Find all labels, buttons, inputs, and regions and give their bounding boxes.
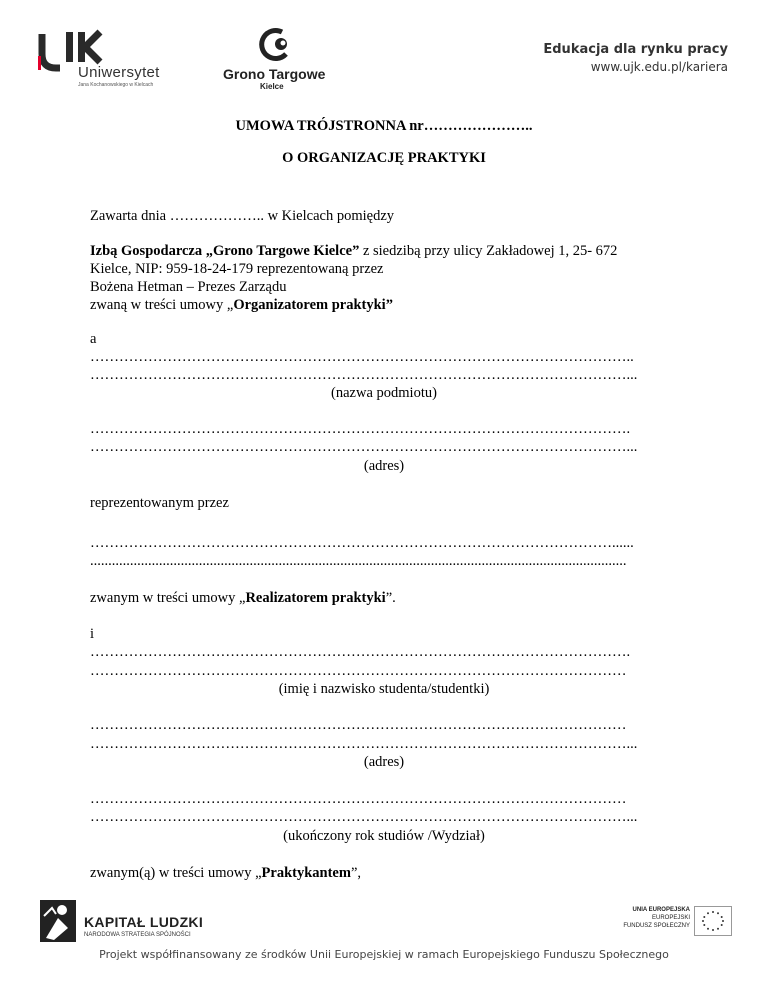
eu-flag-icon [694, 906, 732, 936]
kapital-ludzki-logo-icon [38, 898, 78, 944]
program-title: Edukacja dla rynku pracy [543, 42, 728, 57]
fill-line-entity-2: …………………………………………………………………………………………………... [90, 367, 638, 383]
fill-line-student-address-2: …………………………………………………………………………………………………... [90, 736, 638, 752]
fill-line-representative-1: ………………………………………………………………………………………………...... [90, 535, 634, 551]
kapital-ludzki-subtitle: NARODOWA STRATEGIA SPÓJNOŚCI [84, 932, 191, 938]
fill-line-student-address-1: ………………………………………………………………………………………………… [90, 717, 627, 733]
fill-line-year-2: …………………………………………………………………………………………………... [90, 809, 638, 825]
fill-line-student-2: ………………………………………………………………………………………………… [90, 663, 627, 679]
fill-line-address-2: …………………………………………………………………………………………………... [90, 439, 638, 455]
document-subtitle: O ORGANIZACJĘ PRAKTYKI [282, 150, 486, 166]
realizer-line: zwanym w treści umowy „Realizatorem praktyki”. [90, 590, 396, 606]
fill-line-student-1: …………………………………………………………………………………………………. [90, 644, 631, 660]
label-student-address: (adres) [363, 754, 405, 770]
program-url: www.ujk.edu.pl/kariera [590, 60, 728, 74]
footer-note: Projekt współfinansowany ze środków Unii Europejskiej w ramach Europejskiego Funduszu Społecznego [99, 948, 669, 961]
eu-label: UNIA EUROPEJSKA EUROPEJSKI FUNDUSZ SPOŁECZNY [623, 907, 690, 929]
fill-line-year-1: ………………………………………………………………………………………………… [90, 791, 627, 807]
grono-targowe-name: Grono Targowe [223, 66, 326, 82]
label-student-name: (imię i nazwisko studenta/studentki) [278, 681, 490, 697]
conjunction-a: a [90, 331, 97, 347]
ujk-subtitle: Jana Kochanowskiego w Kielcach [78, 82, 154, 88]
organizer-line-3: Bożena Hetman – Prezes Zarządu [90, 279, 287, 295]
ujk-name: Uniwersytet [78, 64, 160, 81]
grono-targowe-logo-icon [256, 26, 296, 62]
label-study-year: (ukończony rok studiów /Wydział) [283, 828, 485, 844]
organizer-line-1: Izbą Gospodarcza „Grono Targowe Kielce” z siedzibą przy ulicy Zakładowej 1, 25- 672 [90, 243, 618, 259]
kapital-ludzki-name: KAPITAŁ LUDZKI [84, 914, 204, 930]
fill-line-entity-1: ………………………………………………………………………………………………….. [90, 349, 634, 365]
trainee-line: zwanym(ą) w treści umowy „Praktykantem”, [90, 865, 362, 881]
document-title: UMOWA TRÓJSTRONNA nr………………….. [235, 118, 533, 134]
fill-line-address-1: …………………………………………………………………………………………………. [90, 421, 631, 437]
fill-line-representative-2: .................................................................................................................................................... [90, 553, 627, 569]
conjunction-i: i [90, 626, 95, 642]
label-address: (adres) [363, 458, 405, 474]
grono-targowe-city: Kielce [260, 82, 284, 91]
concluded-line: Zawarta dnia ……………….. w Kielcach pomiędzy [90, 208, 395, 224]
organizer-line-2: Kielce, NIP: 959-18-24-179 reprezentowaną przez [90, 261, 384, 277]
label-entity-name: (nazwa podmiotu) [331, 385, 437, 401]
represented-by: reprezentowanym przez [90, 495, 229, 511]
organizer-line-4: zwaną w treści umowy „Organizatorem praktyki” [90, 297, 393, 313]
